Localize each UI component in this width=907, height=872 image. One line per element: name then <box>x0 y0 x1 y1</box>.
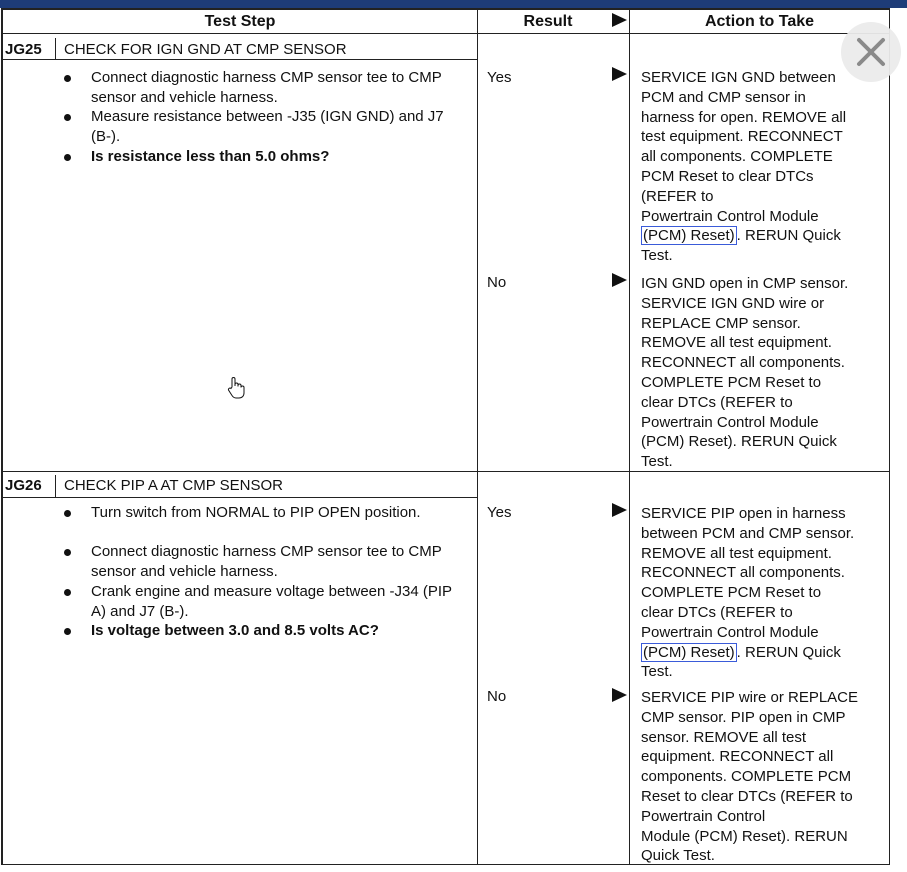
arrow-icon <box>612 688 627 702</box>
close-icon <box>856 37 886 67</box>
pcm-reset-link[interactable]: (PCM) Reset) <box>643 643 735 661</box>
jg25-title-underline <box>1 59 478 60</box>
hand-pointer-icon <box>226 376 246 405</box>
step-question: Is resistance less than 5.0 ohms? <box>91 147 461 167</box>
jg26-title-underline <box>1 497 478 498</box>
header-test-step: Test Step <box>204 13 276 30</box>
bullet-icon <box>64 75 71 82</box>
pcm-reset-link[interactable]: (PCM) Reset) <box>643 227 735 245</box>
column-divider-result <box>477 8 478 865</box>
bullet-icon <box>64 589 71 596</box>
table-border-left <box>1 8 3 865</box>
jg26-code-divider <box>55 475 56 497</box>
step-question: Is voltage between 3.0 and 8.5 volts AC? <box>91 621 461 641</box>
result-no: No <box>487 688 507 705</box>
action-text: SERVICE PIP open in harness between PCM and CMP sensor. REMOVE all test equipment. RECONNECT all components. COMPLETE PCM Reset to clear DTCs (REFER to Powertrain Control Module (PCM) Reset) . RERUN Quick Test. <box>641 505 855 681</box>
header-result: Result <box>523 13 573 30</box>
bullet-icon <box>64 510 71 517</box>
header-divider <box>1 33 890 34</box>
action-text: IGN GND open in CMP sensor. SERVICE IGN GND wire or REPLACE CMP sensor. REMOVE all test equipment. RECONNECT all components. COMPLETE PCM Reset to clear DTCs (REFER to Powertrain Control Module (PCM) Reset). RERUN Quick Test. <box>641 275 849 471</box>
arrow-icon <box>612 273 627 287</box>
result-yes: Yes <box>487 69 512 86</box>
diagnostic-table <box>0 8 907 872</box>
jg25-code-divider <box>55 38 56 59</box>
step-bullet: Connect diagnostic harness CMP sensor tee to CMP sensor and vehicle harness. <box>91 68 461 108</box>
step-bullet: Turn switch from NORMAL to PIP OPEN position. <box>91 503 461 523</box>
bullet-icon <box>64 154 71 161</box>
bullet-icon <box>64 549 71 556</box>
header-arrow-icon <box>612 13 627 27</box>
column-divider-action <box>629 8 630 865</box>
table-border-top <box>1 8 890 10</box>
step-bullet: Connect diagnostic harness CMP sensor tee to CMP sensor and vehicle harness. <box>91 542 461 582</box>
result-no: No <box>487 274 507 291</box>
step-bullet: Measure resistance between -J35 (IGN GND) and J7 (B-). <box>91 107 461 147</box>
header-action: Action to Take <box>704 13 815 30</box>
close-button[interactable] <box>841 22 901 82</box>
step-code: JG25 <box>5 41 42 58</box>
window-top-bar <box>0 0 907 8</box>
arrow-icon <box>612 503 627 517</box>
step-bullet: Crank engine and measure voltage between -J34 (PIP A) and J7 (B-). <box>91 582 461 622</box>
step-code: JG26 <box>5 477 42 494</box>
bullet-icon <box>64 114 71 121</box>
step-title: CHECK FOR IGN GND AT CMP SENSOR <box>64 41 347 58</box>
action-text: SERVICE IGN GND between PCM and CMP sensor in harness for open. REMOVE all test equipment. RECONNECT all components. COMPLETE PCM Reset to clear DTCs (REFER to Powertrain Control Module (PCM) Reset) . RERUN Quick Test. <box>641 69 847 265</box>
step-title: CHECK PIP A AT CMP SENSOR <box>64 477 283 494</box>
action-text: SERVICE PIP wire or REPLACE CMP sensor. PIP open in CMP sensor. REMOVE all test equipment. RECONNECT all components. COMPLETE PCM Reset to clear DTCs (REFER to Powertrain Control Module (PCM) Reset). RERUN Quick Test. <box>641 689 859 865</box>
arrow-icon <box>612 67 627 81</box>
result-yes: Yes <box>487 504 512 521</box>
bullet-icon <box>64 628 71 635</box>
